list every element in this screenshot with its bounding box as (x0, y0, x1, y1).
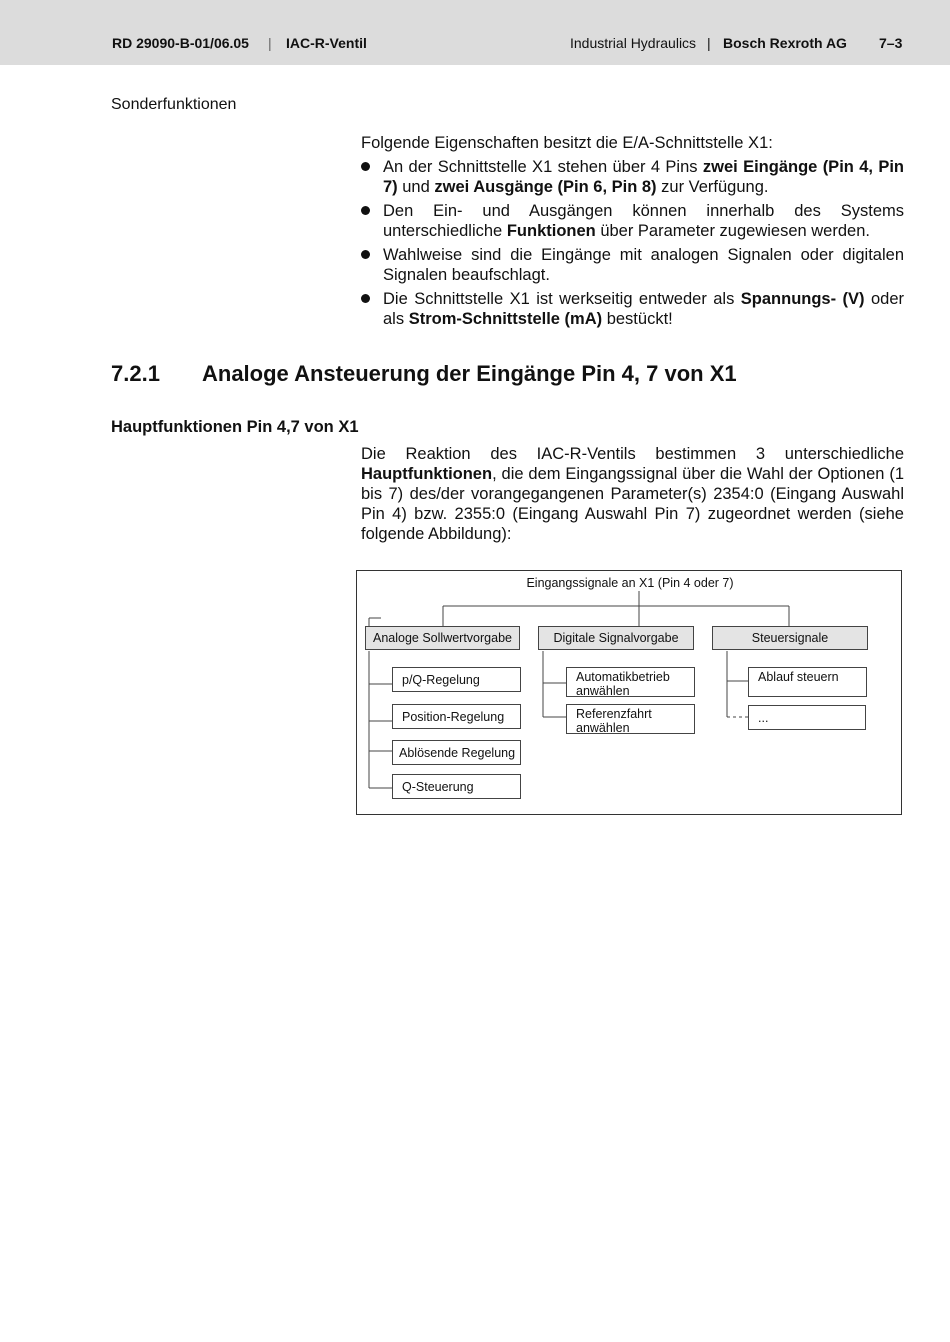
intro-text: Folgende Eigenschaften besitzt die E/A-Schnittstelle X1: (361, 134, 773, 152)
product-name: IAC-R-Ventil (286, 35, 367, 51)
category-analog-setpoint: Analoge Sollwertvorgabe (365, 626, 520, 650)
bullet-icon (361, 206, 370, 215)
section-number: 7.2.1 (111, 361, 160, 386)
list-item: Die Schnittstelle X1 ist werkseitig entweder als Spannungs- (V) oder als Strom-Schnittstelle (mA) bestückt! (361, 289, 904, 329)
list-item: An der Schnittstelle X1 stehen über 4 Pins zwei Eingänge (Pin 4, Pin 7) und zwei Ausgänge (Pin 6, Pin 8) zur Verfügung. (361, 157, 904, 197)
header-separator: | (707, 35, 711, 51)
subsection-heading: Hauptfunktionen Pin 4,7 von X1 (111, 418, 359, 436)
property-list (361, 157, 904, 333)
division-name: Industrial Hydraulics (570, 35, 697, 51)
document-number: RD 29090-B-01/06.05 (112, 35, 249, 51)
body-paragraph: Die Reaktion des IAC-R-Ventils bestimmen 3 unterschiedliche Hauptfunktionen, die dem Eingangssignal über die Wahl der Optionen (1 bis 7) des/der vorangegangenen Parameter(s) 2354:0 (Eingang Auswahl Pin 4) bzw. 2355:0 (Eingang Auswahl Pin 7) zugeordnet werden (siehe folgende Abbildung): (361, 445, 904, 543)
header-separator: | (268, 35, 272, 51)
section-label: Sonderfunktionen (111, 96, 237, 113)
category-digital-signal: Digitale Signalvorgabe (538, 626, 694, 650)
page-number: 7–3 (879, 35, 903, 51)
diagram-item-abloesende-regelung: Ablösende Regelung (392, 740, 521, 765)
bullet-icon (361, 250, 370, 259)
diagram-item-ablauf-steuern: Ablauf steuern (748, 667, 867, 697)
diagram-item-pq-regelung: p/Q-Regelung (392, 667, 521, 692)
diagram-title: Eingangssignale an X1 (Pin 4 oder 7) (526, 576, 734, 590)
section-title: Analoge Ansteuerung der Eingänge Pin 4, 7 von X1 (202, 361, 737, 386)
category-control-signals: Steuersignale (712, 626, 868, 650)
diagram-item-q-steuerung: Q-Steuerung (392, 774, 521, 799)
diagram-item-referenzfahrt: Referenzfahrt anwählen (566, 704, 695, 734)
bullet-icon (361, 294, 370, 303)
list-item: Den Ein- und Ausgängen können innerhalb des Systems unterschiedliche Funktionen über Parameter zugewiesen werden. (361, 201, 904, 241)
diagram-item-more: ... (748, 705, 866, 730)
page-header (0, 0, 950, 65)
section-heading (111, 361, 737, 387)
company-name: Bosch Rexroth AG (723, 35, 847, 51)
diagram-item-position-regelung: Position-Regelung (392, 704, 521, 729)
diagram-item-automatikbetrieb: Automatikbetrieb anwählen (566, 667, 695, 697)
list-item: Wahlweise sind die Eingänge mit analogen Signalen oder digitalen Signalen beaufschlagt. (361, 245, 904, 285)
function-tree-diagram (356, 570, 902, 815)
bullet-icon (361, 162, 370, 171)
